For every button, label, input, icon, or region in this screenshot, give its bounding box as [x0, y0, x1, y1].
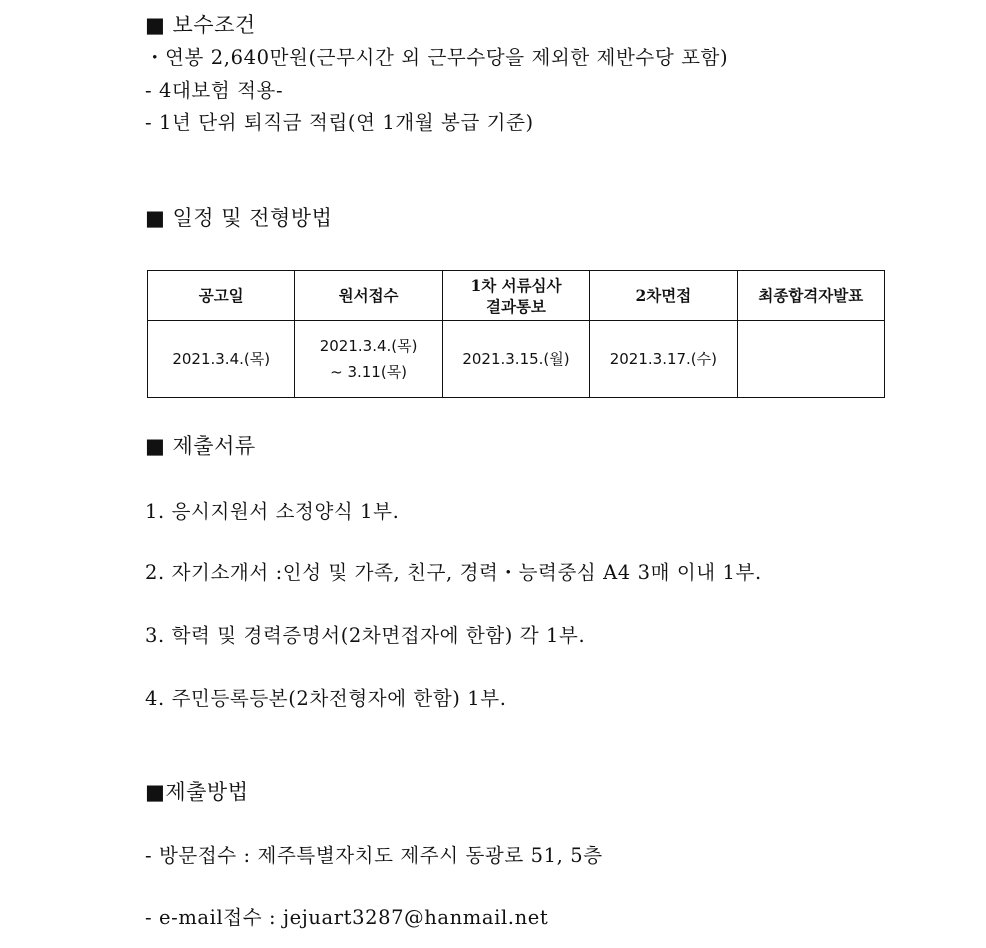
header-document-review-line2: 결과통보 [486, 296, 546, 316]
header-document-review [442, 271, 589, 321]
header-final-announcement [737, 271, 884, 321]
date-document-review-text: 2021.3.15.(월) [462, 350, 570, 368]
date-interview-text: 2021.3.17.(수) [609, 350, 718, 368]
submission-visit: - 방문접수 : 제주특별자치도 제주시 동광로 51, 5층 [145, 844, 603, 867]
pay-line-severance: - 1년 단위 퇴직금 적립(연 1개월 봉급 기준) [145, 111, 534, 134]
pay-heading: ■ 보수조건 [145, 13, 256, 37]
header-final-announcement-text: 최종합격자발표 [758, 286, 864, 305]
header-announcement-text: 공고일 [198, 286, 244, 305]
pay-line-salary: ・연봉 2,640만원(근무시간 외 근무수당을 제외한 제반수당 포함) [145, 46, 729, 69]
header-document-review-line1: 1차 서류심사 [470, 275, 562, 295]
schedule-heading: ■ 일정 및 전형방법 [145, 206, 333, 230]
documents-heading: ■ 제출서류 [145, 434, 256, 458]
schedule-header-row [148, 271, 885, 321]
header-application [295, 271, 442, 321]
header-application-text: 원서접수 [338, 286, 399, 305]
date-application [295, 321, 442, 398]
header-interview-text: 2차면접 [635, 286, 692, 305]
header-announcement [148, 271, 295, 321]
document-item-application-form: 1. 응시지원서 소정양식 1부. [145, 500, 400, 523]
date-application-start: 2021.3.4.(목) [319, 337, 418, 355]
document-item-resident-register: 4. 주민등록등본(2차전형자에 한함) 1부. [145, 687, 507, 710]
schedule-table [147, 270, 885, 398]
date-announcement [148, 321, 295, 398]
submission-heading: ■제출방법 [145, 780, 249, 804]
date-announcement-text: 2021.3.4.(목) [172, 350, 271, 368]
date-interview [590, 321, 737, 398]
document-item-self-introduction: 2. 자기소개서 :인성 및 가족, 친구, 경력・능력중심 A4 3매 이내 1부. [145, 561, 762, 584]
schedule-date-row [148, 321, 885, 398]
date-final-announcement [737, 321, 884, 398]
submission-email: - e-mail접수 : jejuart3287@hanmail.net [145, 906, 549, 929]
document-item-certificates: 3. 학력 및 경력증명서(2차면접자에 한함) 각 1부. [145, 624, 586, 647]
date-application-end: ~ 3.11(목) [330, 363, 408, 381]
header-interview [590, 271, 737, 321]
date-document-review [442, 321, 589, 398]
pay-line-insurance: - 4대보험 적용- [145, 79, 284, 102]
